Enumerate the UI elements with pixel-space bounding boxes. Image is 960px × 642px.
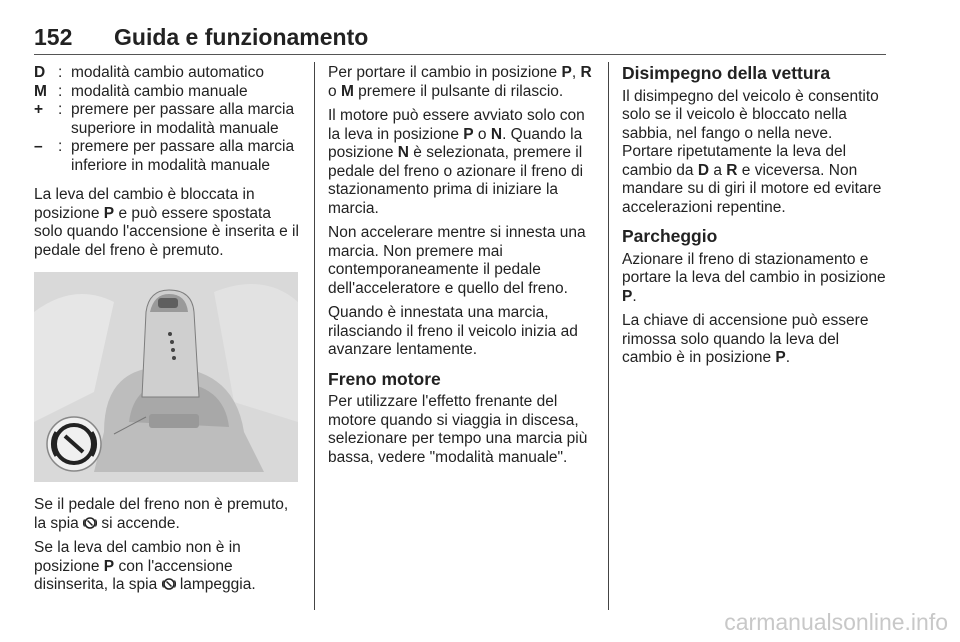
gear-letter: P: [775, 349, 786, 366]
legend-text: modalità cambio automatico: [71, 64, 264, 81]
gear-letter: N: [397, 144, 409, 161]
legend-item: [34, 64, 300, 83]
text: La chiave di accensione può essere rimossa solo quando la leva del cambio è in posizione: [622, 312, 869, 366]
text: Azionare il freno di stazionamento e portare la leva del cambio in posizione: [622, 250, 886, 286]
text: La leva del cambio è bloccata in posizione: [34, 186, 255, 222]
gear-letter: N: [490, 125, 503, 143]
page-title: Guida e funzionamento: [114, 24, 369, 50]
text: e può essere spostata solo quando l'accensione è inserita e il pedale del freno è premuto.: [34, 204, 299, 259]
text: è selezionata, premere il pedale del freno o azionare il freno di stazionamento prima di iniziare la marcia.: [328, 144, 584, 217]
legend-text: premere per passare alla marcia inferiore in modalità manuale: [71, 138, 295, 174]
gear-legend: [34, 64, 300, 175]
legend-key: –: [34, 138, 43, 155]
column-divider: [314, 62, 315, 610]
legend-key: D: [34, 64, 46, 81]
paragraph: [328, 107, 594, 218]
page-header: [34, 24, 886, 55]
legend-separator: :: [58, 64, 63, 81]
text: .: [632, 287, 637, 305]
gear-letter: P: [463, 125, 474, 143]
section-heading: Parcheggio: [622, 226, 718, 246]
page-number: 152: [34, 24, 73, 50]
text: Portare ripetutamente la leva del cambio da: [622, 143, 847, 179]
section-heading: Disimpegno della vettura: [622, 63, 831, 83]
gear-letter: M: [340, 82, 354, 100]
legend-separator: :: [58, 101, 63, 118]
paragraph: Non accelerare mentre si innesta una marcia. Non premere mai contemporaneamente il pedale dell'acceleratore e quello del freno.: [328, 224, 586, 297]
legend-text: modalità cambio manuale: [71, 82, 248, 100]
text: Se il pedale del freno non è premuto, la spia: [34, 496, 289, 532]
paragraph: [622, 251, 888, 307]
text: o: [473, 125, 491, 143]
text: Per portare il cambio in posizione: [328, 64, 562, 81]
column-left: [34, 64, 300, 601]
gear-letter: R: [726, 161, 738, 179]
text: Il motore può essere avviato solo con la leva in posizione: [328, 107, 585, 143]
column-middle: [328, 64, 594, 473]
watermark: carmanualsonline.info: [724, 609, 948, 635]
column-divider: [608, 62, 609, 610]
legend-item: [34, 83, 300, 102]
text: con l'accensione disinserita, la spia: [34, 557, 233, 593]
text: o: [328, 82, 341, 100]
gear-lever-illustration: [34, 272, 298, 482]
legend-item: [34, 101, 300, 138]
legend-separator: :: [58, 82, 63, 100]
legend-key: M: [34, 82, 47, 100]
brake-warning-icon: [83, 516, 97, 530]
paragraph: Quando è innestata una marcia, rilasciando il freno il veicolo inizia ad avanzare lentamente.: [328, 304, 578, 358]
gear-letter: P: [103, 557, 115, 575]
legend-key: +: [34, 101, 44, 118]
paragraph: [328, 64, 594, 101]
text: .: [785, 349, 791, 366]
paragraph: [34, 186, 300, 260]
gear-letter: P: [103, 204, 115, 222]
column-right: [622, 64, 888, 374]
paragraph: Per utilizzare l'effetto frenante del motore quando si viaggia in discesa, selezionare per tempo una marcia più bassa, vedere "modalità manuale".: [328, 393, 588, 466]
paragraph: [622, 143, 888, 217]
text: . Quando la posizione: [328, 125, 583, 161]
text: e viceversa. Non mandare su di giri il motore ed evitare accelerazioni repentine.: [622, 161, 882, 216]
paragraph: [622, 312, 888, 368]
legend-text: premere per passare alla marcia superiore in modalità manuale: [71, 101, 295, 137]
gear-letter: R: [580, 64, 592, 81]
paragraph: Il disimpegno del veicolo è consentito solo se il veicolo è bloccato nella sabbia, nel fango o nella neve.: [622, 87, 879, 142]
text: Se la leva del cambio non è in posizione: [34, 539, 241, 575]
text: ,: [571, 64, 581, 81]
legend-item: [34, 138, 300, 175]
text: a: [709, 161, 727, 179]
text: premere il pulsante di rilascio.: [353, 82, 564, 100]
gear-letter: P: [561, 64, 572, 81]
gear-lever-drawing: [34, 272, 298, 482]
gear-letter: P: [622, 287, 633, 305]
paragraph: [34, 496, 300, 533]
brake-warning-icon: [162, 577, 176, 591]
text: lampeggia.: [175, 576, 256, 593]
section-heading: Freno motore: [328, 368, 441, 389]
legend-separator: :: [58, 138, 63, 155]
text: si accende.: [97, 514, 180, 532]
gear-letter: D: [697, 161, 710, 179]
paragraph: [34, 539, 300, 595]
